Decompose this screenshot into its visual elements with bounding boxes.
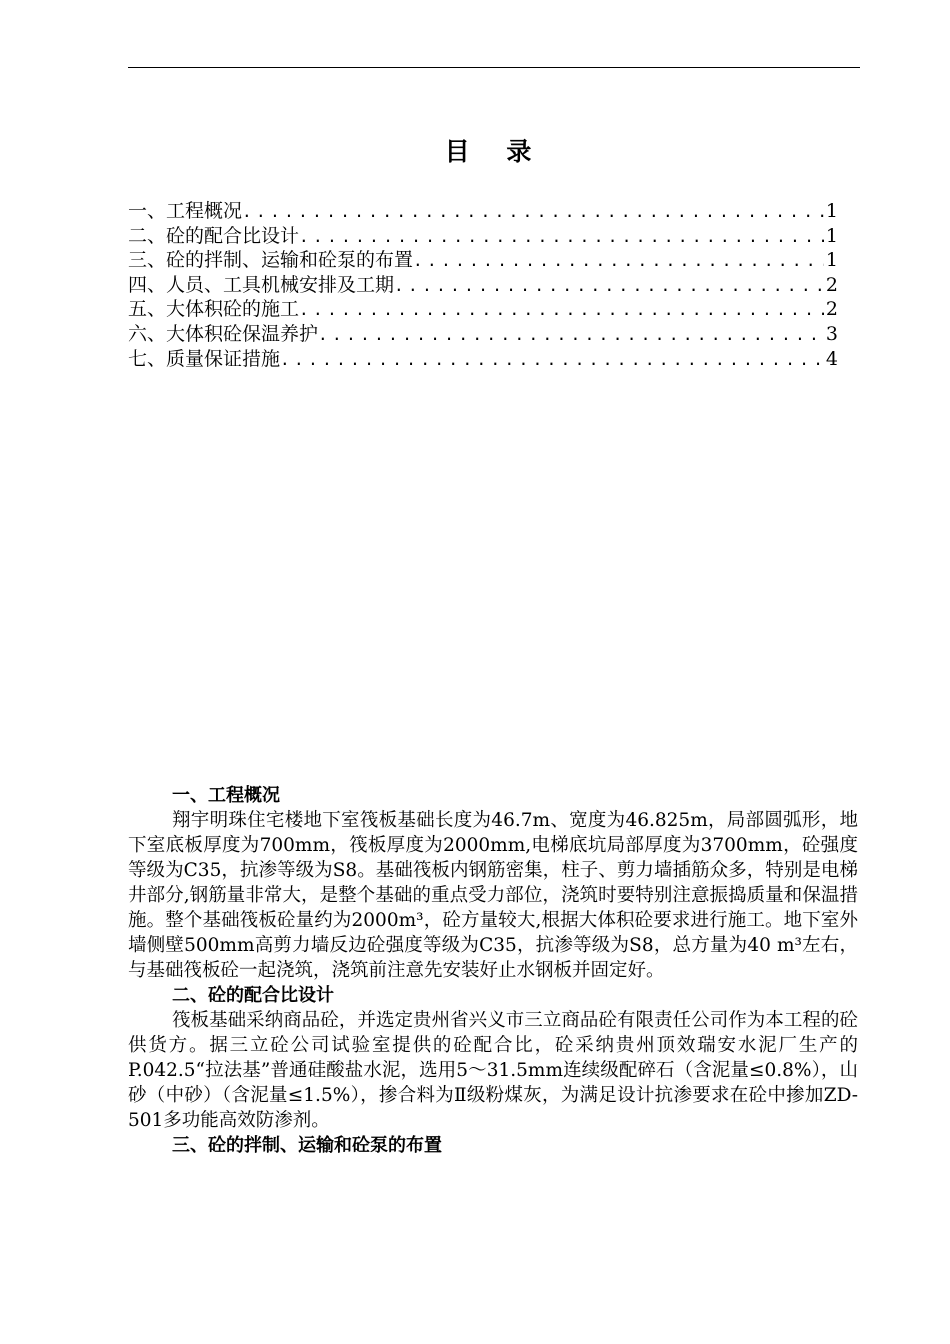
- toc-entry-page: 2: [825, 273, 838, 296]
- toc-leader-dots: [242, 200, 824, 224]
- toc-entry-label: 三、砼的拌制、运输和砼泵的布置: [128, 249, 414, 272]
- toc-entry-page: 2: [825, 298, 838, 321]
- toc-title: 目 录: [444, 137, 546, 166]
- toc-entry[interactable]: [128, 248, 838, 273]
- section-paragraph: 翔宇明珠住宅楼地下室筏板基础长度为46.7m、宽度为46.825m，局部圆弧形，地下室底板厚度为700mm，筏板厚度为2000mm,电梯底坑局部厚度为3700mm，砼强度等级为C35，抗渗等级为S8。基础筏板内钢筋密集，柱子、剪力墙插筋众多，特别是电梯井部分,钢筋量非常大，是整个基础的重点受力部位，浇筑时要特别注意振捣质量和保温措施。整个基础筏板砼量约为2000m³，砼方量较大,根据大体积砼要求进行施工。地下室外墙侧壁500mm高剪力墙反边砼强度等级为C35，抗渗等级为S8，总方量为40 m³左右，与基础筏板砼一起浇筑，浇筑前注意先安装好止水钢板并固定好。: [128, 810, 858, 981]
- toc-entry[interactable]: [128, 322, 838, 347]
- toc-leader-dots: [299, 225, 824, 249]
- toc-entry-page: 1: [825, 249, 838, 272]
- section-heading: 二、砼的配合比设计: [172, 985, 334, 1006]
- toc-leader-dots: [318, 323, 824, 347]
- section-heading: 三、砼的拌制、运输和砼泵的布置: [172, 1135, 442, 1156]
- toc-entry-label: 二、砼的配合比设计: [128, 224, 300, 247]
- header-rule: [128, 67, 860, 68]
- toc-entry[interactable]: [128, 199, 838, 224]
- section-paragraph: 筏板基础采纳商品砼，并选定贵州省兴义市三立商品砼有限责任公司作为本工程的砼供货方。据三立砼公司试验室提供的砼配合比，砼采纳贵州顶效瑞安水泥厂生产的P.042.5“拉法基”普通硅酸盐水泥，选用5～31.5mm连续级配碎石（含泥量≤0.8%），山砂（中砂）（含泥量≤1.5%），掺合料为Ⅱ级粉煤灰，为满足设计抗渗要求在砼中掺加ZD-501多功能高效防渗剂。: [128, 1010, 858, 1131]
- toc-entry-page: 3: [825, 322, 838, 345]
- toc-entry[interactable]: [128, 347, 838, 372]
- toc-entry-page: 1: [825, 200, 838, 222]
- toc-entry-label: 六、大体积砼保温养护: [128, 322, 319, 345]
- toc-entry-label: 七、质量保证措施: [128, 347, 281, 370]
- toc-leader-dots: [413, 249, 824, 273]
- toc-leader-dots: [280, 348, 824, 372]
- toc-entry[interactable]: [128, 297, 838, 322]
- toc-leader-dots: [394, 274, 824, 298]
- toc-entry-page: 4: [825, 347, 838, 370]
- toc-entry-label: 一、工程概况: [128, 200, 243, 222]
- toc-entry[interactable]: [128, 273, 838, 298]
- toc-leader-dots: [299, 298, 824, 322]
- toc-entry-label: 五、大体积砼的施工: [128, 298, 300, 321]
- toc-entry-page: 1: [825, 224, 838, 247]
- table-of-contents: [128, 199, 838, 371]
- document-body: [128, 783, 858, 1158]
- section-heading: 一、工程概况: [172, 785, 280, 806]
- toc-entry-label: 四、人员、工具机械安排及工期: [128, 273, 395, 296]
- toc-entry[interactable]: [128, 224, 838, 249]
